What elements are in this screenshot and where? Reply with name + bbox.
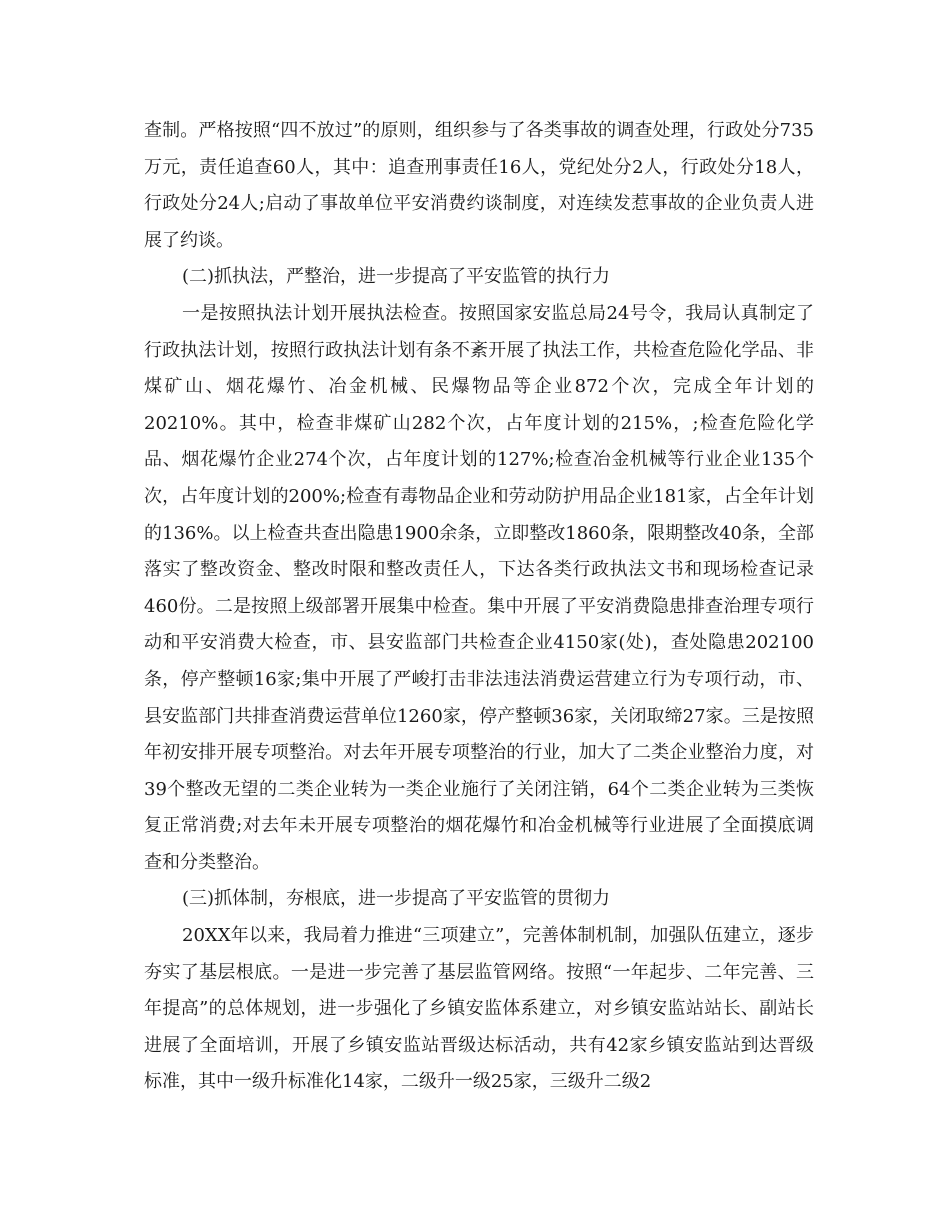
document-body [144, 113, 814, 1101]
paragraph-system-building: 20XX年以来，我局着力推进“三项建立”，完善体制机制，加强队伍建立，逐步夯实了基层根底。一是进一步完善了基层监管网络。按照“一年起步、二年完善、三年提高”的总体规划，进一步强化了乡镇安监体系建立，对乡镇安监站站长、副站长进展了全面培训，开展了乡镇安监站晋级达标活动，共有42家乡镇安监站到达晋级标准，其中一级升标准化14家，二级升一级25家，三级升二级2 [144, 925, 814, 1093]
paragraph-law-enforcement: 一是按照执法计划开展执法检查。按照国家安监总局24号令，我局认真制定了行政执法计划，按照行政执法计划有条不紊开展了执法工作，共检查危险化学品、非煤矿山、烟花爆竹、冶金机械、民爆物品等企业872个次，完成全年计划的20210%。其中，检查非煤矿山282个次，占年度计划的215%，;检查危险化学品、烟花爆竹企业274个次，占年度计划的127%;检查冶金机械等行业企业135个次，占年度计划的200%;检查有毒物品企业和劳动防护用品企业181家，占全年计划的136%。以上检查共查出隐患1900余条，立即整改1860条，限期整改40条，全部落实了整改资金、整改时限和整改责任人，下达各类行政执法文书和现场检查记录460份。二是按照上级部署开展集中检查。集中开展了平安消费隐患排查治理专项行动和平安消费大检查，市、县安监部门共检查企业4150家(处)，查处隐患202100条，停产整顿16家;集中开展了严峻打击非法违法消费运营建立行为专项行动，市、县安监部门共排查消费运营单位1260家，停产整顿36家，关闭取缔27家。三是按照年初安排开展专项整治。对去年开展专项整治的行业，加大了二类企业整治力度，对39个整改无望的二类企业转为一类企业施行了关闭注销，64个二类企业转为三类恢复正常消费;对去年未开展专项整治的烟花爆竹和冶金机械等行业进展了全面摸底调查和分类整治。 [144, 302, 814, 873]
section-heading-law-enforcement: (二)抓执法，严整治，进一步提高了平安监管的执行力 [182, 266, 611, 288]
paragraph-accident-investigation: 查制。严格按照“四不放过”的原则，组织参与了各类事故的调查处理，行政处分735万元，责任追查60人，其中：追查刑事责任16人，党纪处分2人，行政处分18人，行政处分24人;启动了事故单位平安消费约谈制度，对连续发惹事故的企业负责人进展了约谈。 [144, 120, 814, 251]
section-heading-system-building: (三)抓体制，夯根底，进一步提高了平安监管的贯彻力 [182, 888, 611, 910]
